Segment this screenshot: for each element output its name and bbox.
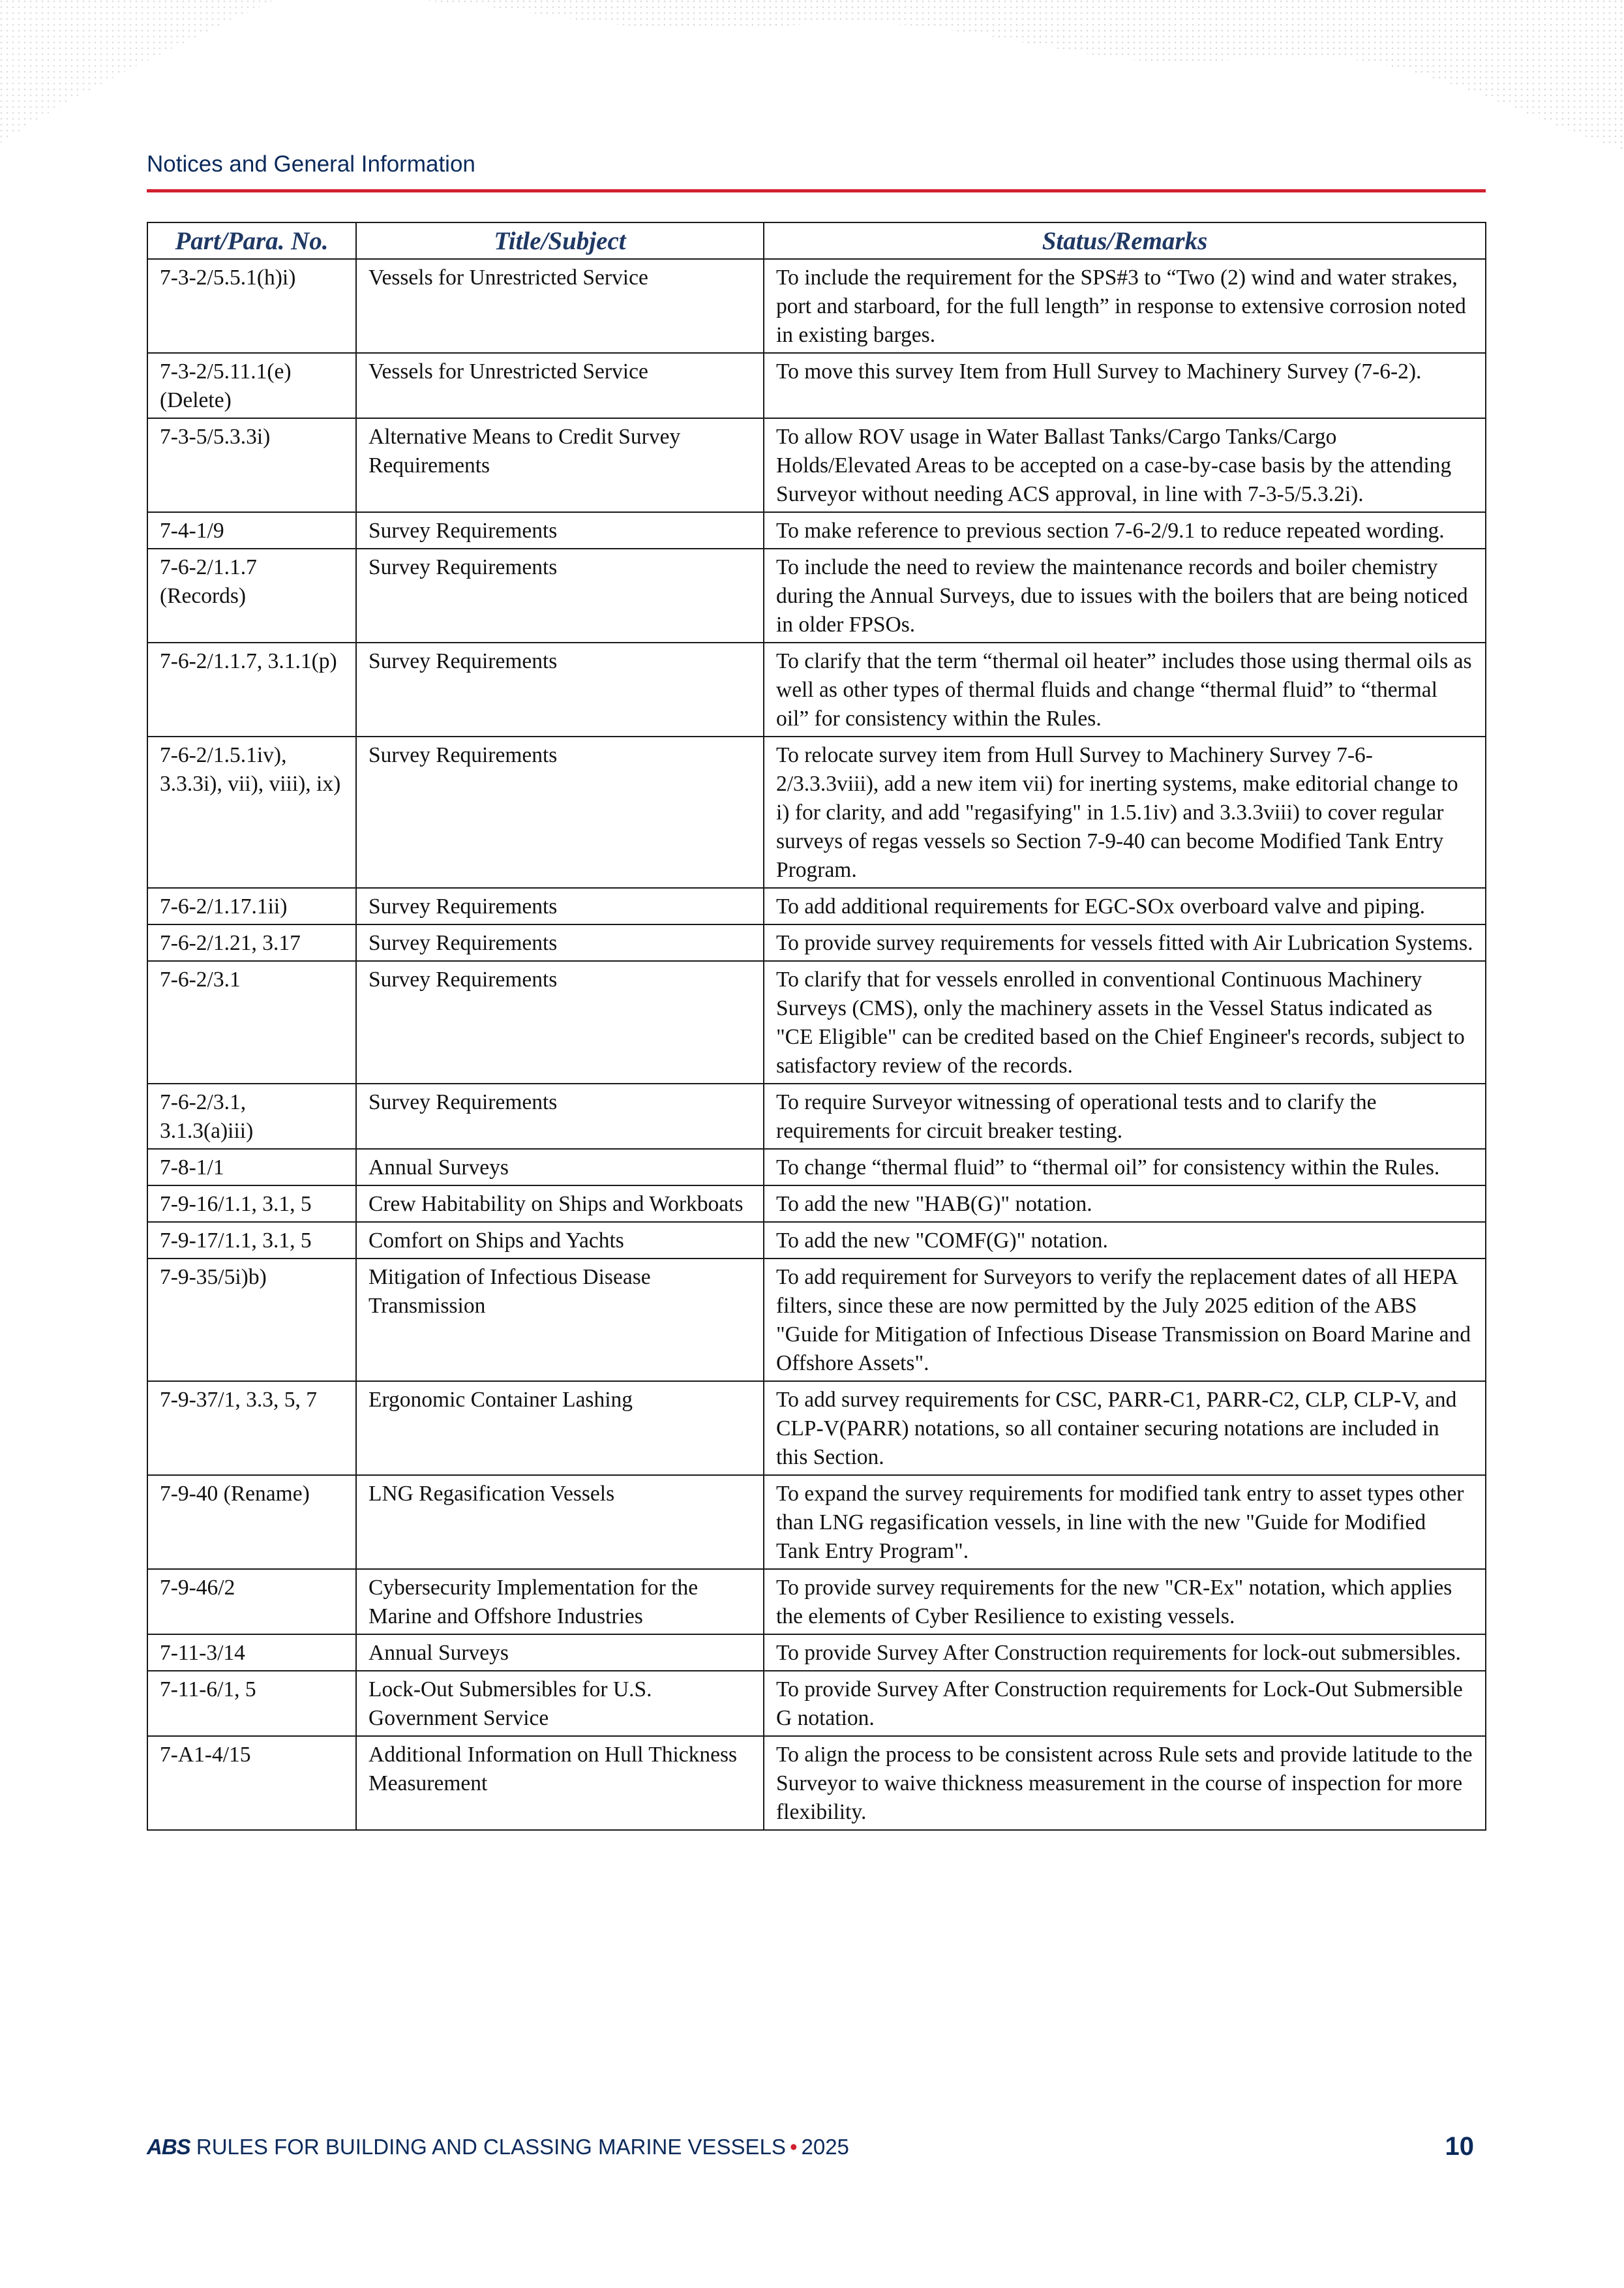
cell-part: 7-6-2/1.1.7, 3.1.1(p) [147,643,356,737]
table-row [147,353,1486,418]
cell-part: 7-9-40 (Rename) [147,1475,356,1569]
table-row [147,643,1486,737]
cell-remarks: To provide survey requirements for the new "CR-Ex" notation, which applies the elements of Cyber Resilience to existing vessels. [764,1569,1486,1634]
cell-part: 7-3-5/5.3.3i) [147,418,356,512]
cell-part: 7-8-1/1 [147,1149,356,1185]
cell-part: 7-6-2/1.5.1iv), 3.3.3i), vii), viii), ix) [147,737,356,888]
cell-remarks: To add the new "HAB(G)" notation. [764,1185,1486,1222]
cell-remarks: To add requirement for Surveyors to verify the replacement dates of all HEPA filters, since these are now permitted by the July 2025 edition of the ABS "Guide for Mitigation of Infectious Disease Transmission on Board Marine and Offshore Assets". [764,1258,1486,1381]
table-row [147,924,1486,961]
cell-title: Cybersecurity Implementation for the Marine and Offshore Industries [356,1569,764,1634]
table-row [147,961,1486,1084]
table-row [147,512,1486,549]
cell-remarks: To relocate survey item from Hull Survey to Machinery Survey 7-6-2/3.3.3viii), add a new item vii) for inerting systems, make editorial change to i) for clarity, and add "regasifying" in 1.5.1iv) and 3.3.3viii) to cover regular surveys of regas vessels so Section 7-9-40 can become Modified Tank Entry Program. [764,737,1486,888]
cell-remarks: To provide Survey After Construction requirements for Lock-Out Submersible G notation. [764,1671,1486,1736]
cell-remarks: To add the new "COMF(G)" notation. [764,1222,1486,1258]
cell-remarks: To include the requirement for the SPS#3 to “Two (2) wind and water strakes, port and starboard, for the full length” in response to extensive corrosion noted in existing barges. [764,259,1486,353]
table-row [147,1671,1486,1736]
cell-part: 7-6-2/3.1, 3.1.3(a)iii) [147,1084,356,1149]
cell-part: 7-6-2/1.17.1ii) [147,888,356,924]
page-number: 10 [1445,2132,1474,2161]
table-row [147,1222,1486,1258]
cell-title: Survey Requirements [356,1084,764,1149]
header-wave-pattern [0,0,1624,157]
cell-title: Alternative Means to Credit Survey Requirements [356,418,764,512]
table-row [147,1634,1486,1671]
table-row [147,1185,1486,1222]
cell-title: Vessels for Unrestricted Service [356,259,764,353]
table-row [147,259,1486,353]
cell-remarks: To expand the survey requirements for modified tank entry to asset types other than LNG regasification vessels, in line with the new "Guide for Modified Tank Entry Program". [764,1475,1486,1569]
column-header-title: Title/Subject [356,222,764,259]
table-row [147,1736,1486,1830]
cell-part: 7-11-6/1, 5 [147,1671,356,1736]
cell-part: 7-11-3/14 [147,1634,356,1671]
table-row [147,1569,1486,1634]
section-title: Notices and General Information [147,151,475,177]
table-row [147,549,1486,643]
cell-remarks: To change “thermal fluid” to “thermal oil” for consistency within the Rules. [764,1149,1486,1185]
footer-separator: • [789,2135,798,2159]
cell-title: Lock-Out Submersibles for U.S. Government Service [356,1671,764,1736]
cell-remarks: To provide Survey After Construction requirements for lock-out submersibles. [764,1634,1486,1671]
cell-remarks: To clarify that for vessels enrolled in conventional Continuous Machinery Surveys (CMS), only the machinery assets in the Vessel Status indicated as "CE Eligible" can be credited based on the Chief Engineer's records, subject to satisfactory review of the records. [764,961,1486,1084]
table-row [147,1149,1486,1185]
cell-title: Survey Requirements [356,643,764,737]
cell-part: 7-A1-4/15 [147,1736,356,1830]
cell-title: Annual Surveys [356,1634,764,1671]
table-row [147,418,1486,512]
notices-table [147,222,1486,1831]
table-body [147,259,1486,1830]
table-row [147,1381,1486,1475]
cell-part: 7-6-2/1.21, 3.17 [147,924,356,961]
cell-title: Survey Requirements [356,888,764,924]
cell-part: 7-9-16/1.1, 3.1, 5 [147,1185,356,1222]
column-header-part: Part/Para. No. [147,222,356,259]
cell-title: Vessels for Unrestricted Service [356,353,764,418]
table-row [147,1084,1486,1149]
cell-part: 7-4-1/9 [147,512,356,549]
cell-title: Ergonomic Container Lashing [356,1381,764,1475]
cell-remarks: To move this survey Item from Hull Survey to Machinery Survey (7-6-2). [764,353,1486,418]
cell-remarks: To clarify that the term “thermal oil heater” includes those using thermal oils as well as other types of thermal fluids and change “thermal fluid” to “thermal oil” for consistency within the Rules. [764,643,1486,737]
column-header-remarks: Status/Remarks [764,222,1486,259]
table-header-row [147,222,1486,259]
cell-remarks: To add survey requirements for CSC, PARR-C1, PARR-C2, CLP, CLP-V, and CLP-V(PARR) notations, so all container securing notations are included in this Section. [764,1381,1486,1475]
cell-part: 7-9-46/2 [147,1569,356,1634]
cell-remarks: To require Surveyor witnessing of operational tests and to clarify the requirements for circuit breaker testing. [764,1084,1486,1149]
cell-remarks: To provide survey requirements for vessels fitted with Air Lubrication Systems. [764,924,1486,961]
cell-title: Additional Information on Hull Thickness Measurement [356,1736,764,1830]
footer-doc-title [147,2135,849,2159]
cell-title: Survey Requirements [356,924,764,961]
table-row [147,1475,1486,1569]
cell-title: Survey Requirements [356,961,764,1084]
table-row [147,737,1486,888]
cell-remarks: To include the need to review the maintenance records and boiler chemistry during the Annual Surveys, due to issues with the boilers that are being noticed in older FPSOs. [764,549,1486,643]
cell-remarks: To align the process to be consistent across Rule sets and provide latitude to the Surveyor to waive thickness measurement in the course of inspection for more flexibility. [764,1736,1486,1830]
cell-title: Survey Requirements [356,737,764,888]
cell-remarks: To allow ROV usage in Water Ballast Tanks/Cargo Tanks/Cargo Holds/Elevated Areas to be accepted on a case-by-case basis by the attending Surveyor without needing ACS approval, in line with 7-3-5/5.3.2i). [764,418,1486,512]
cell-part: 7-3-2/5.11.1(e) (Delete) [147,353,356,418]
cell-title: Mitigation of Infectious Disease Transmission [356,1258,764,1381]
cell-title: Comfort on Ships and Yachts [356,1222,764,1258]
footer-title-text: RULES FOR BUILDING AND CLASSING MARINE VESSELS [196,2135,786,2159]
cell-part: 7-6-2/3.1 [147,961,356,1084]
abs-logo-text: ABS [147,2135,190,2159]
cell-remarks: To make reference to previous section 7-6-2/9.1 to reduce repeated wording. [764,512,1486,549]
cell-part: 7-9-37/1, 3.3, 5, 7 [147,1381,356,1475]
cell-remarks: To add additional requirements for EGC-SOx overboard valve and piping. [764,888,1486,924]
cell-title: Crew Habitability on Ships and Workboats [356,1185,764,1222]
cell-part: 7-3-2/5.5.1(h)i) [147,259,356,353]
cell-title: LNG Regasification Vessels [356,1475,764,1569]
cell-title: Survey Requirements [356,549,764,643]
table-row [147,888,1486,924]
cell-part: 7-9-17/1.1, 3.1, 5 [147,1222,356,1258]
cell-part: 7-9-35/5i)b) [147,1258,356,1381]
cell-title: Annual Surveys [356,1149,764,1185]
cell-part: 7-6-2/1.1.7 (Records) [147,549,356,643]
cell-title: Survey Requirements [356,512,764,549]
table-row [147,1258,1486,1381]
header-divider [147,189,1486,192]
footer-year: 2025 [801,2135,849,2159]
